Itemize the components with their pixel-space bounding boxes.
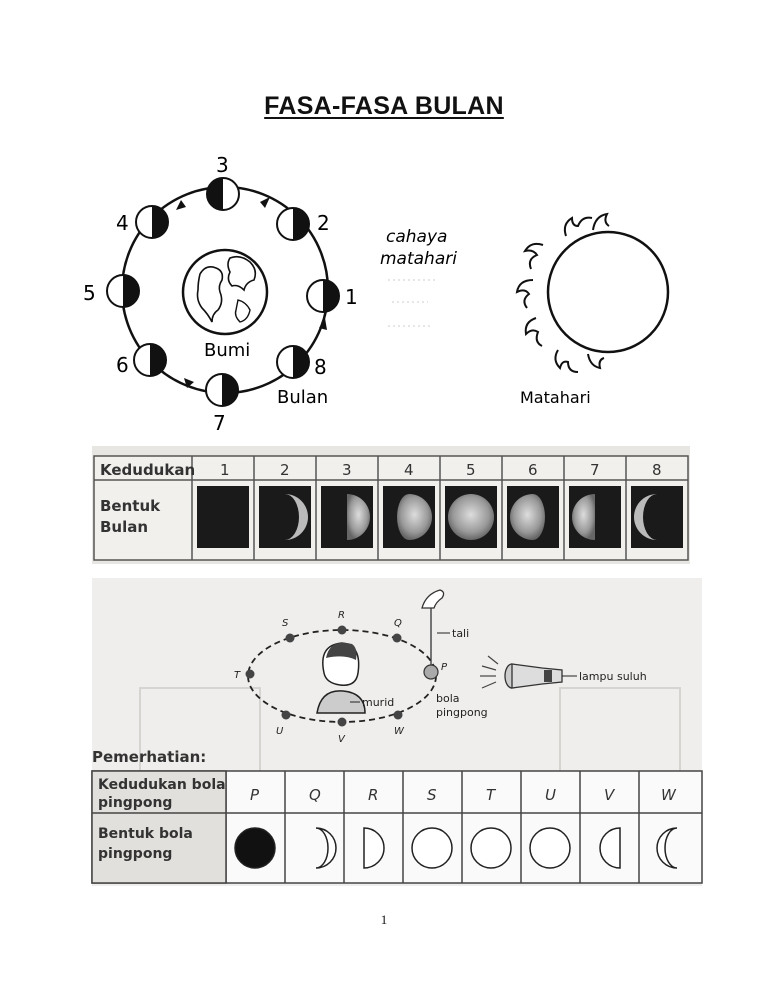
moon-photo-table [92, 446, 690, 564]
point-V: V [338, 734, 345, 745]
moon-photo-6 [507, 486, 559, 548]
orbit-label-6: 6 [116, 353, 129, 377]
orbit-label-8: 8 [314, 355, 327, 379]
moon-orbit-diagram [83, 150, 608, 435]
moon-pos-3 [207, 178, 239, 210]
moon-photo-3 [321, 486, 373, 548]
photo-col-2: 2 [280, 461, 290, 479]
obs-col-S: S [427, 786, 437, 804]
sun-illustration [517, 214, 668, 372]
obs-col-V: V [604, 786, 615, 804]
point-S: S [282, 618, 289, 629]
obs-col-U: U [545, 786, 556, 804]
sunlight-label-1: cahaya [386, 227, 448, 247]
obs-row1-header-1: Kedudukan bola [98, 777, 226, 793]
moon-photo-8 [631, 486, 683, 548]
experiment-diagram [92, 578, 702, 886]
moon-pos-7 [206, 374, 238, 406]
shape-row-header-2: Bulan [100, 518, 149, 536]
moon-photo-1 [197, 486, 249, 548]
moon-pos-1 [307, 280, 339, 312]
moon-pos-4 [136, 206, 168, 238]
moon-label: Bulan [277, 387, 329, 408]
obs-row1-header-2: pingpong [98, 795, 173, 811]
earth-label: Bumi [204, 340, 251, 361]
obs-col-R: R [368, 786, 379, 804]
photo-col-5: 5 [466, 461, 476, 479]
torch-illustration [480, 656, 577, 688]
ball-label-1: bola [436, 692, 460, 705]
moon-photo-4 [383, 486, 435, 548]
sunlight-label-2: matahari [380, 249, 457, 269]
orbit-label-4: 4 [116, 211, 129, 235]
position-row-header: Kedudukan [100, 461, 196, 479]
observation-heading: Pemerhatian: [92, 748, 207, 766]
shape-U [530, 828, 570, 868]
orbit-label-3: 3 [216, 153, 229, 177]
point-R: R [338, 610, 345, 621]
obs-col-P: P [250, 786, 260, 804]
orbit-label-7: 7 [213, 411, 226, 435]
moon-photo-5 [445, 486, 497, 548]
shape-T [471, 828, 511, 868]
orbit-label-2: 2 [317, 211, 330, 235]
string-label: tali [452, 627, 470, 640]
moon-pos-8 [277, 346, 309, 378]
page-number: 1 [380, 912, 388, 927]
sun-label: Matahari [520, 388, 591, 407]
earth-globe [183, 250, 267, 334]
point-Q: Q [394, 618, 402, 629]
shape-S [412, 828, 452, 868]
torch-label: lampu suluh [579, 670, 647, 683]
photo-col-8: 8 [652, 461, 662, 479]
photo-col-4: 4 [404, 461, 414, 479]
point-P: P [441, 662, 448, 673]
moon-pos-2 [277, 208, 309, 240]
obs-row2-header-1: Bentuk bola [98, 826, 193, 842]
moon-photo-2 [259, 486, 311, 548]
photo-col-3: 3 [342, 461, 352, 479]
ball-label-2: pingpong [436, 706, 488, 719]
orbit-label-1: 1 [345, 285, 358, 309]
point-U: U [276, 726, 284, 737]
moon-photo-7 [569, 486, 621, 548]
obs-col-T: T [486, 786, 496, 804]
obs-row2-header-2: pingpong [98, 846, 173, 862]
photo-col-6: 6 [528, 461, 538, 479]
moon-pos-6 [134, 344, 166, 376]
photo-col-7: 7 [590, 461, 600, 479]
obs-col-Q: Q [309, 786, 321, 804]
photo-col-1: 1 [220, 461, 230, 479]
moon-pos-5 [107, 275, 139, 307]
page-title: FASA-FASA BULAN [264, 92, 504, 120]
shape-row-header-1: Bentuk [100, 497, 161, 515]
obs-col-W: W [661, 786, 676, 804]
pupil-label: murid [362, 696, 395, 709]
point-T: T [234, 670, 241, 681]
shape-P [235, 828, 275, 868]
orbit-label-5: 5 [83, 281, 96, 305]
point-W: W [394, 726, 404, 737]
